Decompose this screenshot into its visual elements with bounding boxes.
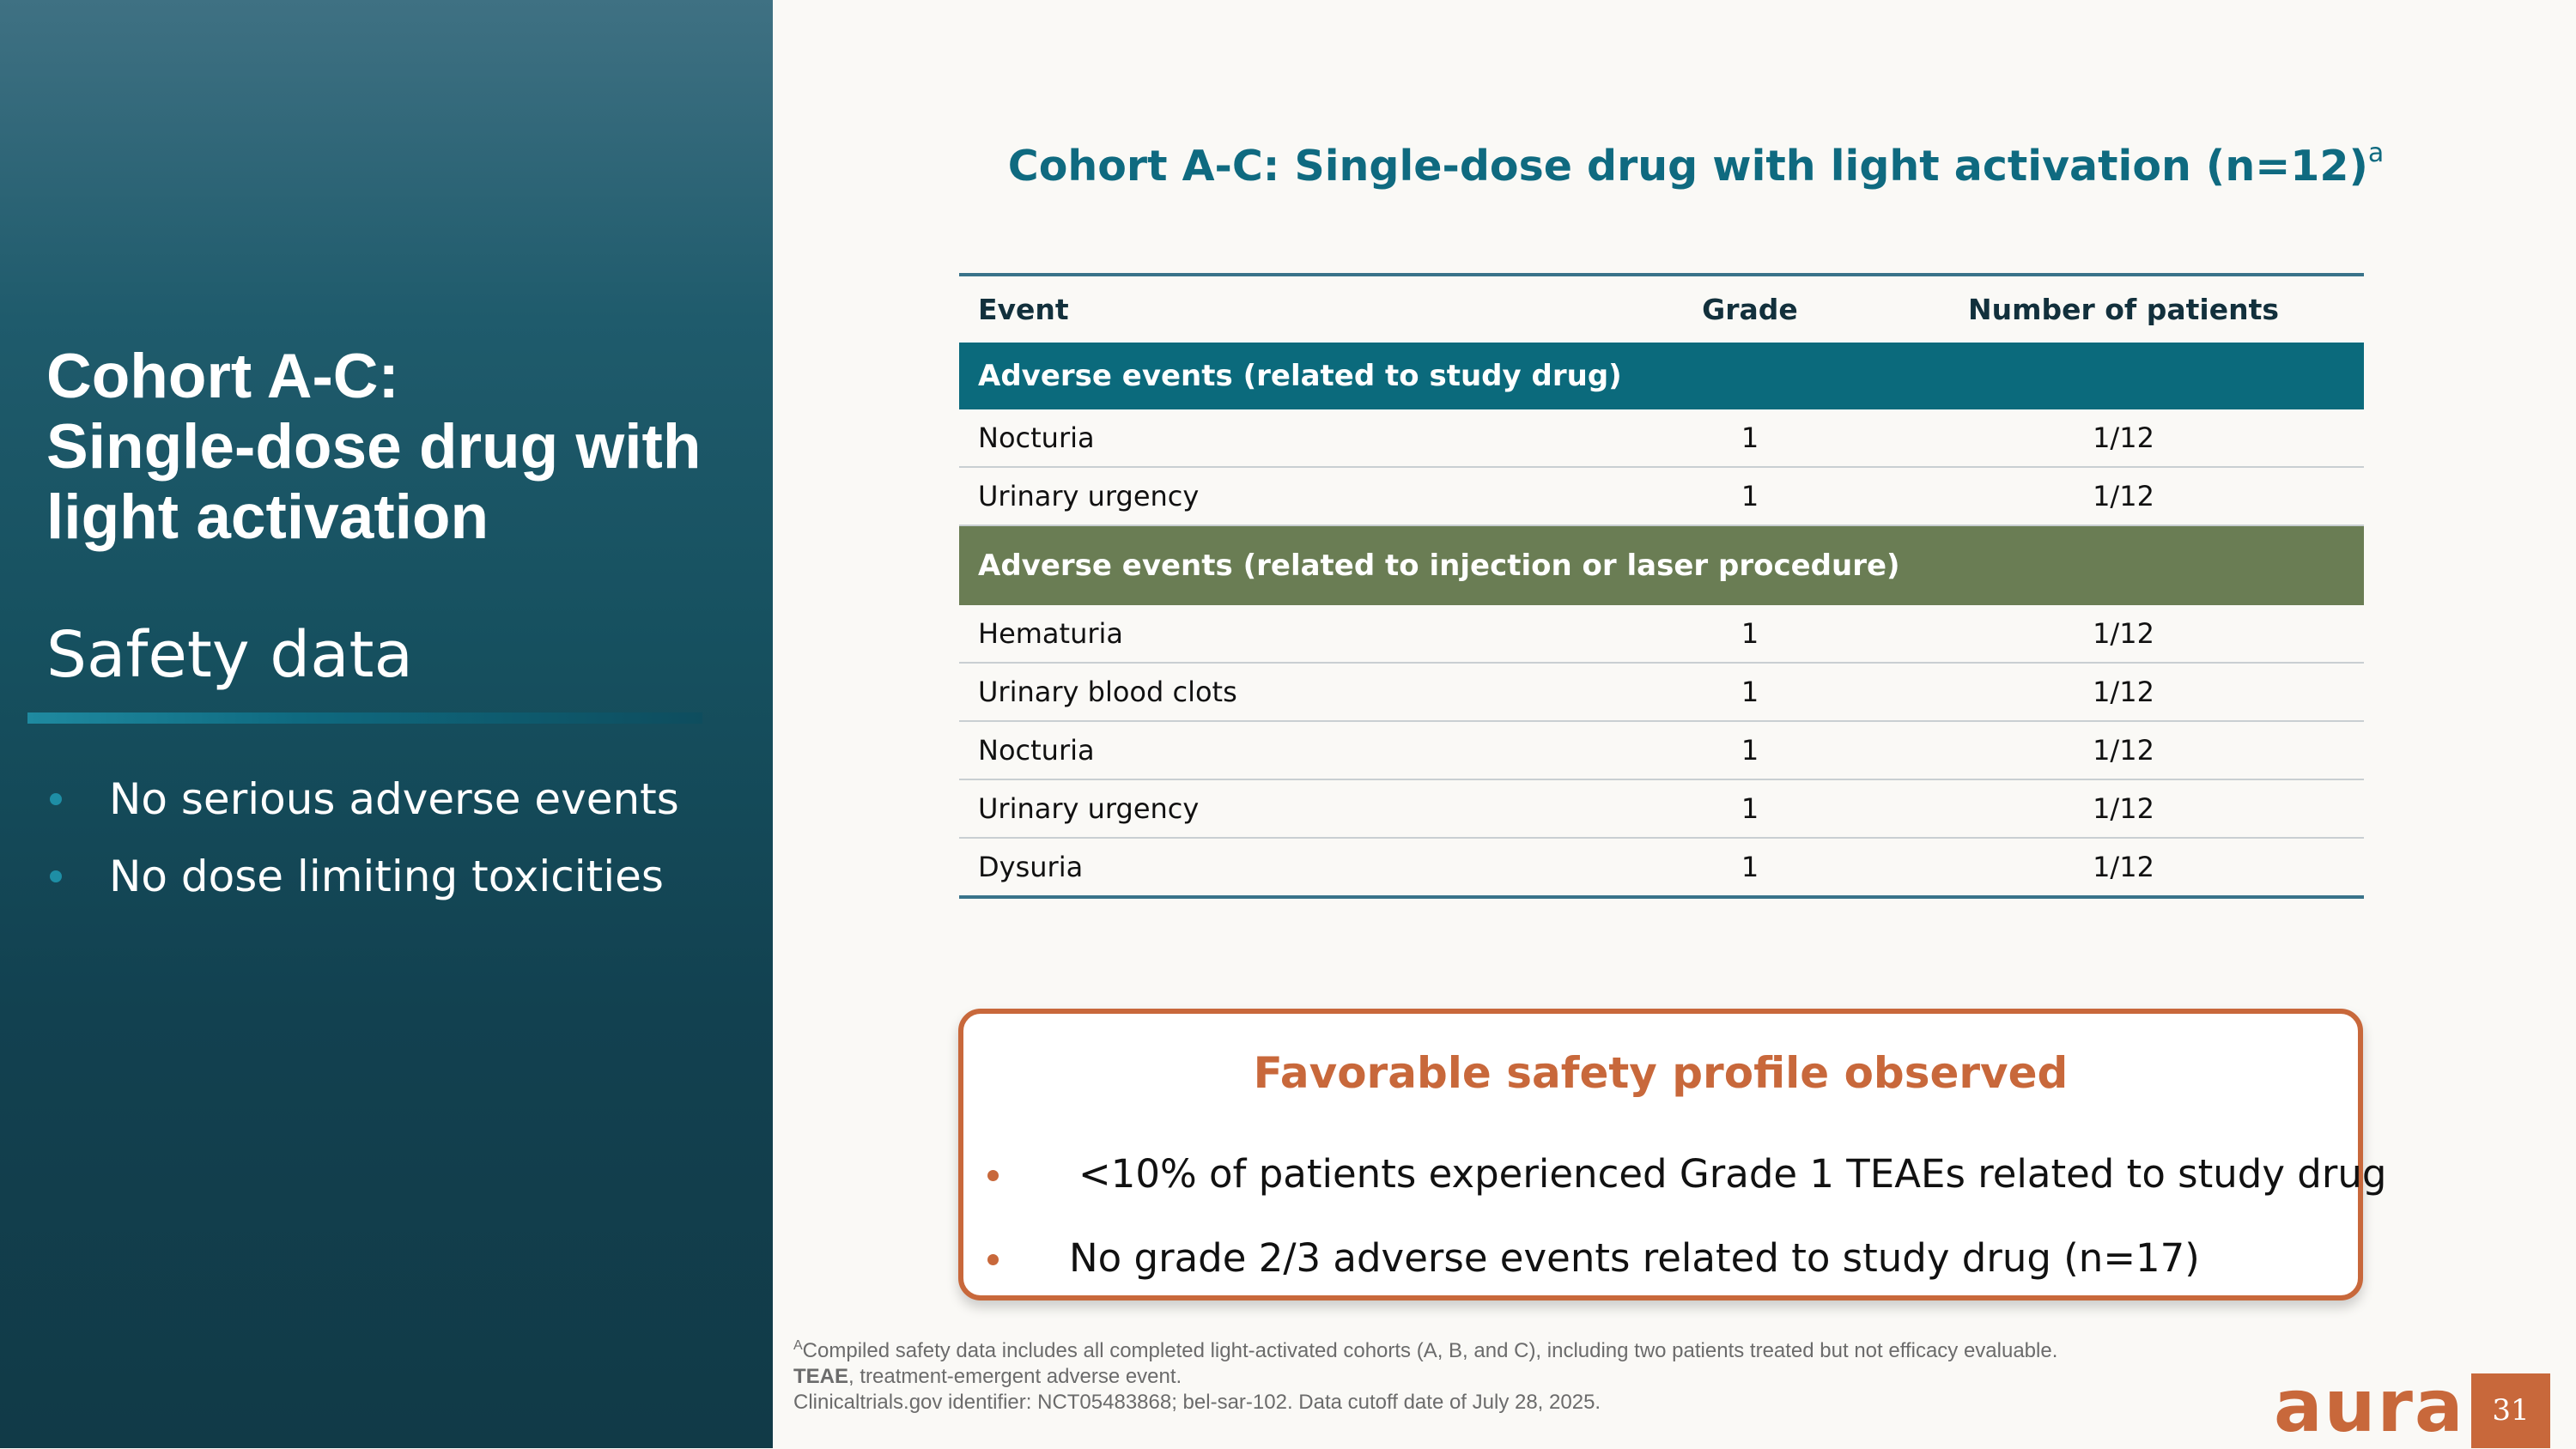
- patients-cell: 1/12: [1883, 721, 2364, 779]
- page-number: 31: [2471, 1373, 2550, 1448]
- bullet-dot-icon: [50, 793, 62, 805]
- divider: [27, 712, 702, 724]
- table-title: [902, 138, 2490, 191]
- key-points-list: [46, 761, 679, 915]
- callout-item: [987, 1216, 2386, 1300]
- event-cell: Nocturia: [959, 721, 1617, 779]
- patients-cell: 1/12: [1883, 663, 2364, 721]
- bullet-dot-icon: [987, 1254, 999, 1265]
- event-cell: Hematuria: [959, 605, 1617, 663]
- event-cell: Dysuria: [978, 851, 1084, 883]
- patients-cell: 1/12: [1883, 779, 2364, 838]
- grade-cell: 1: [1617, 779, 1883, 838]
- grade-cell: 1: [1617, 663, 1883, 721]
- slide-subtitle: Safety data: [46, 618, 413, 692]
- slide-title-line-1: Cohort A-C:: [46, 342, 399, 411]
- footnote-term: TEAE: [793, 1365, 849, 1388]
- callout-item-text: <10% of patients experienced Grade 1 TEAEs related to study drug: [1078, 1151, 2387, 1197]
- left-panel: [0, 0, 773, 1448]
- key-point: [46, 838, 679, 915]
- grade-cell: 1: [1617, 409, 1883, 467]
- slide-title-line-3: light activation: [46, 482, 489, 552]
- grade-cell: 1: [1741, 851, 1759, 883]
- patients-cell: 1/12: [2093, 851, 2154, 883]
- table-row: [959, 779, 2364, 838]
- table-row: [959, 838, 2364, 897]
- key-point: [46, 761, 679, 838]
- footnote-marker: A: [793, 1338, 803, 1353]
- footnotes: [793, 1333, 2057, 1416]
- callout-box: [958, 1009, 2387, 1300]
- table-row: [959, 605, 2364, 663]
- table-header-row: [959, 275, 2364, 343]
- column-header-event: Event: [959, 275, 1617, 343]
- bullet-dot-icon: [50, 870, 62, 882]
- patients-cell: 1/12: [1883, 605, 2364, 663]
- section-header-row: [959, 343, 2364, 410]
- callout-list: [987, 1132, 2386, 1300]
- callout-title: Favorable safety profile observed: [1253, 1048, 2069, 1098]
- footnote-text: Clinicaltrials.gov identifier: NCT05483868; bel-sar-102. Data cutoff date of July 28, 2025.: [793, 1391, 1601, 1414]
- footnote-line: [793, 1390, 2057, 1416]
- key-point-text: No dose limiting toxicities: [109, 852, 664, 901]
- footnote-line: [793, 1333, 2057, 1364]
- patients-cell: 1/12: [1883, 409, 2364, 467]
- event-cell: Nocturia: [959, 409, 1617, 467]
- table-row: [959, 467, 2364, 525]
- table-row: [959, 663, 2364, 721]
- table-row: [959, 409, 2364, 467]
- callout-item: [987, 1132, 2386, 1216]
- table-title-superscript: a: [2367, 138, 2385, 168]
- aura-logo: aura: [2274, 1364, 2465, 1448]
- key-point-text: No serious adverse events: [109, 774, 679, 824]
- column-header-grade: Grade: [1617, 275, 1883, 343]
- table-title-text: Cohort A-C: Single-dose drug with light activation (n=12): [1007, 142, 2368, 191]
- section-label: Adverse events (related to injection or laser procedure): [959, 525, 2364, 605]
- slide-title-line-2: Single-dose drug with: [46, 412, 702, 482]
- footnote-text: Compiled safety data includes all completed light-activated cohorts (A, B, and C), including two patients treated but not efficacy evaluable.: [802, 1339, 2058, 1362]
- footnote-line: [793, 1364, 2057, 1390]
- section-label: Adverse events (related to study drug): [959, 343, 2364, 410]
- bullet-dot-icon: [987, 1170, 999, 1181]
- patients-cell: 1/12: [1883, 467, 2364, 525]
- grade-cell: 1: [1617, 467, 1883, 525]
- slide-title: [46, 342, 750, 553]
- footnote-text: , treatment-emergent adverse event.: [848, 1365, 1182, 1388]
- column-header-patients: Number of patients: [1883, 275, 2364, 343]
- grade-cell: 1: [1617, 721, 1883, 779]
- section-header-row: [959, 525, 2364, 605]
- grade-cell: 1: [1617, 605, 1883, 663]
- safety-table: [959, 273, 2364, 899]
- event-cell: Urinary urgency: [959, 779, 1617, 838]
- event-cell: Urinary blood clots: [959, 663, 1617, 721]
- table-row: [959, 721, 2364, 779]
- callout-item-text: No grade 2/3 adverse events related to study drug (n=17): [1069, 1235, 2200, 1281]
- event-cell: Urinary urgency: [959, 467, 1617, 525]
